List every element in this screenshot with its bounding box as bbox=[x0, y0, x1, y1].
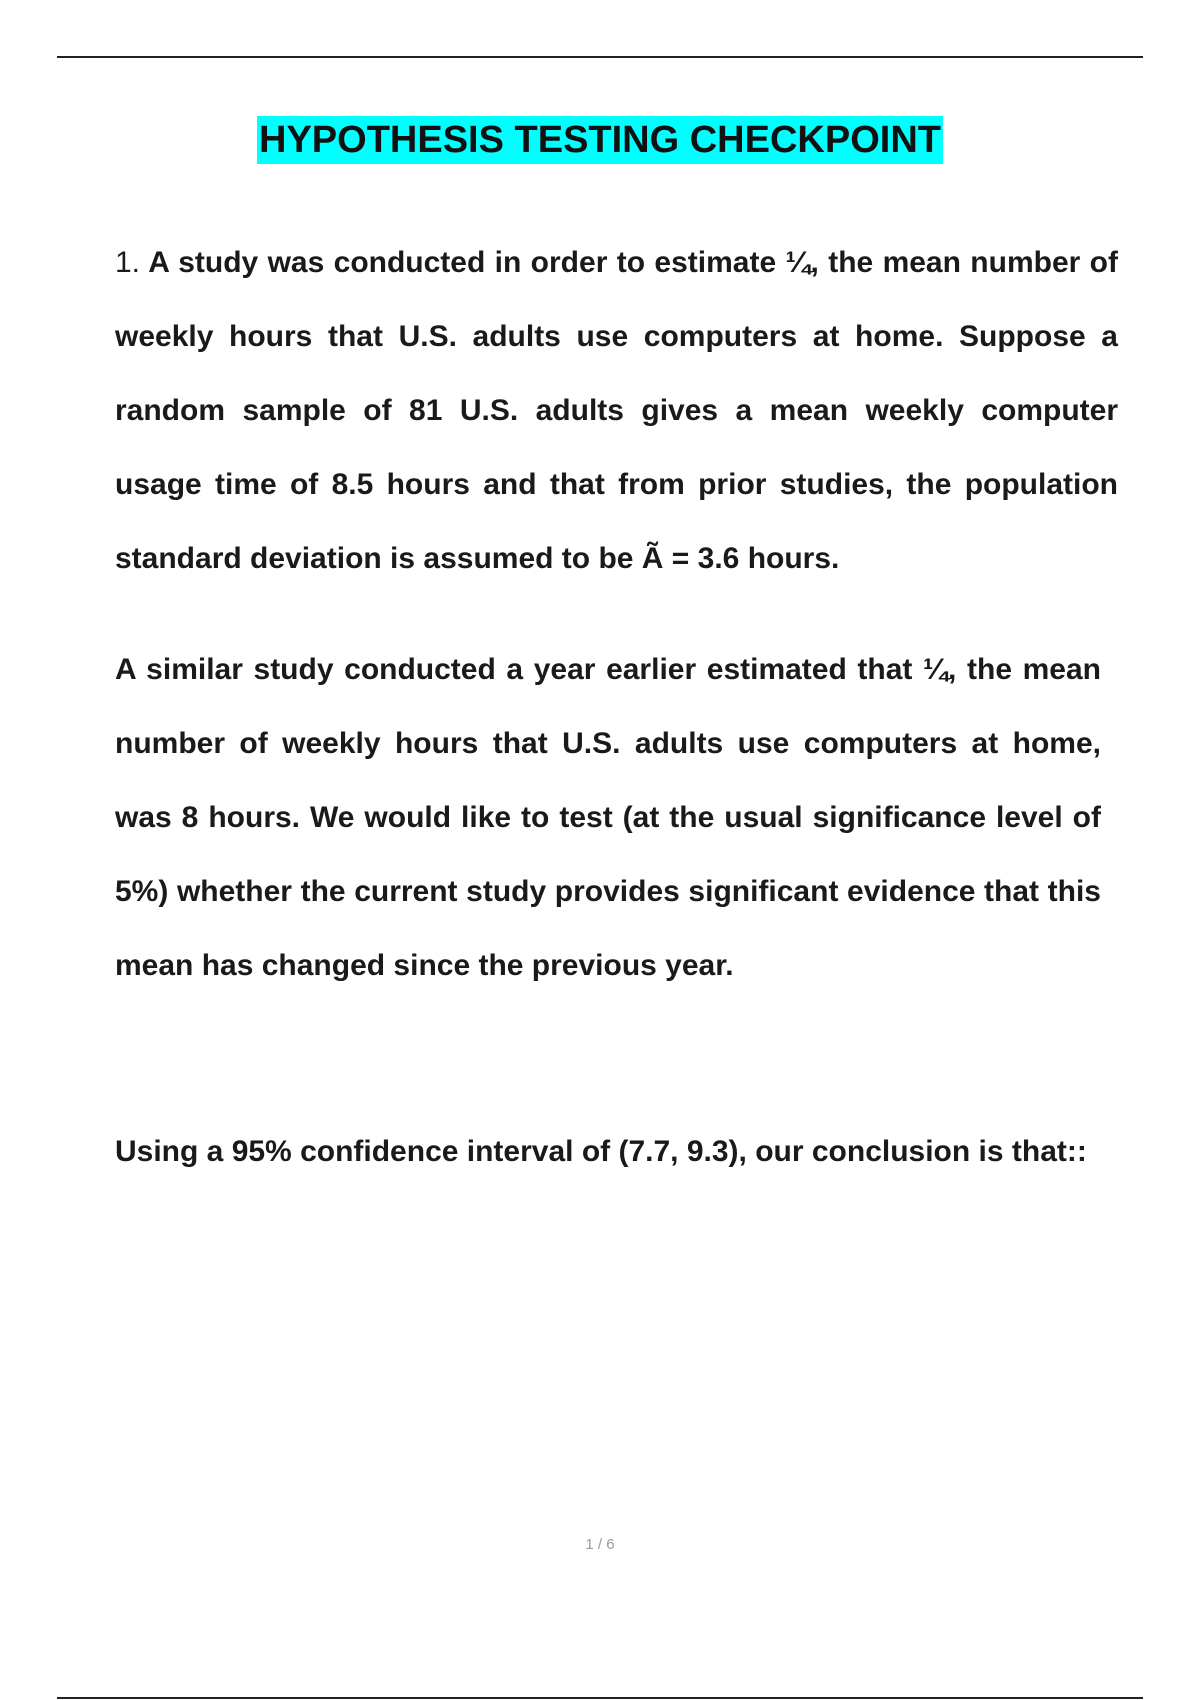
question-text: A study was conducted in order to estimate ¼, the mean number of weekly hours that U.S. adults use computers at home. Suppose a random sample of 81 U.S. adults gives a mean weekly computer usage time of 8.5 hours and that from prior studies, the population standard deviation is assumed to be Ã = 3.6 hours. bbox=[115, 246, 1118, 575]
bottom-rule bbox=[57, 1697, 1143, 1699]
top-rule bbox=[57, 56, 1143, 58]
context-paragraph: A similar study conducted a year earlier estimated that ¼, the mean number of weekly hours that U.S. adults use computers at home, was 8 hours. We would like to test (at the usual significance level of 5%) whether the current study provides significant evidence that this mean has changed since the previous year. bbox=[115, 653, 1101, 982]
page-indicator: 1 / 6 bbox=[585, 1536, 615, 1553]
question-number: 1. bbox=[115, 246, 141, 279]
question-paragraph bbox=[115, 226, 1118, 596]
page-title: HYPOTHESIS TESTING CHECKPOINT bbox=[257, 116, 943, 164]
title-container bbox=[0, 116, 1200, 164]
prompt-paragraph: Using a 95% confidence interval of (7.7, 9.3), our conclusion is that:: bbox=[115, 1135, 1087, 1168]
